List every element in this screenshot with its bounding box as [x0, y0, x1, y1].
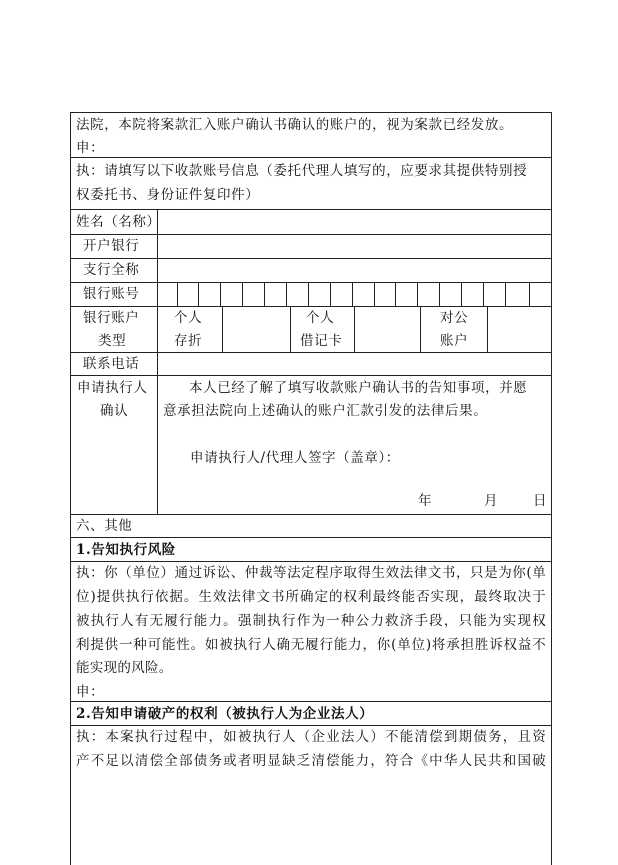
- date-month: 月: [484, 493, 499, 509]
- branch-label: 支行全称: [83, 262, 140, 278]
- digit-cell-divider: [242, 282, 243, 306]
- digit-cell-divider: [177, 282, 178, 306]
- account-type-label-2: 类型: [98, 333, 127, 349]
- rule: [70, 234, 552, 235]
- digit-cell-divider: [198, 282, 199, 306]
- digit-cell-divider: [352, 282, 353, 306]
- item1-paragraph-line-4: 利提供一种可能性。如被执行人确无履行能力，你(单位)将承担胜诉权益不: [76, 637, 546, 653]
- item1-applicant-reply: 申：: [76, 684, 105, 700]
- rule: [70, 375, 552, 376]
- confirm-statement-1: 本人已经了解了填写收款账户确认书的告知事项，并愿: [189, 380, 528, 396]
- type-cell-divider: [222, 306, 223, 352]
- date-year: 年: [418, 493, 433, 509]
- digit-cell-divider: [461, 282, 462, 306]
- digit-cell-divider: [374, 282, 375, 306]
- rule: [70, 701, 552, 702]
- account-info-instruction-1: 执：请填写以下收款账号信息（委托代理人填写的，应要求其提供特别授: [76, 163, 528, 179]
- digit-cell-divider: [330, 282, 331, 306]
- type-cell-divider: [420, 306, 421, 352]
- account-number-label: 银行账号: [83, 286, 140, 302]
- account-info-instruction-2: 权委托书、身份证件复印件）: [76, 187, 260, 203]
- label-column-divider: [157, 209, 158, 514]
- digit-cell-divider: [417, 282, 418, 306]
- rule: [70, 209, 552, 210]
- digit-cell-divider: [395, 282, 396, 306]
- digit-cell-divider: [220, 282, 221, 306]
- digit-cell-divider: [264, 282, 265, 306]
- item1-paragraph-line-3: 被执行人有无履行能力。强制执行作为一种公力救济手段，只能为实现权: [76, 613, 546, 629]
- type-option-personal-debit-2: 借记卡: [300, 333, 343, 349]
- phone-label: 联系电话: [83, 356, 140, 372]
- digit-cell-divider: [529, 282, 530, 306]
- applicant-reply-line: 申：: [76, 140, 105, 156]
- type-cell-divider: [487, 306, 488, 352]
- type-option-personal-passbook-2: 存折: [174, 333, 203, 349]
- type-option-corporate-2: 账户: [440, 333, 469, 349]
- confirm-statement-2: 意承担法院向上述确认的账户汇款引发的法律后果。: [163, 403, 488, 419]
- digit-cell-divider: [439, 282, 440, 306]
- item1-paragraph-line-1: 执：你（单位）通过诉讼、仲裁等法定程序取得生效法律文书，只是为你(单: [76, 565, 546, 581]
- rule: [70, 514, 552, 515]
- digit-cell-divider: [505, 282, 506, 306]
- court-notice-line: 法院，本院将案款汇入账户确认书确认的账户的，视为案款已经发放。: [76, 117, 514, 133]
- bank-label: 开户银行: [83, 238, 140, 254]
- confirm-label-2: 确认: [100, 403, 129, 419]
- rule: [70, 157, 552, 158]
- digit-cell-divider: [308, 282, 309, 306]
- type-cell-divider: [354, 306, 355, 352]
- rule: [70, 258, 552, 259]
- rule: [70, 352, 552, 353]
- left-border: [70, 112, 71, 865]
- name-label: 姓名（名称）: [76, 214, 161, 230]
- type-option-personal-passbook-1: 个人: [174, 310, 203, 326]
- type-option-personal-debit-1: 个人: [306, 310, 335, 326]
- item1-paragraph-line-2: 位)提供执行依据。生效法律文书所确定的权利最终能否实现，最终取决于: [76, 589, 546, 605]
- digit-cell-divider: [483, 282, 484, 306]
- item2-paragraph-line-2: 产不足以清偿全部债务或者明显缺乏清偿能力，符合《中华人民共和国破: [76, 753, 546, 769]
- right-border: [551, 112, 552, 865]
- rule: [70, 537, 552, 538]
- item2-title: 2.告知申请破产的权利（被执行人为企业法人）: [76, 706, 374, 722]
- rule: [70, 112, 552, 113]
- rule: [70, 306, 552, 307]
- account-type-label-1: 银行账户: [83, 310, 140, 326]
- item1-paragraph-line-5: 能实现的风险。: [76, 660, 173, 676]
- rule: [70, 282, 552, 283]
- digit-cell-divider: [286, 282, 287, 306]
- type-cell-divider: [290, 306, 291, 352]
- section-heading: 六、其他: [76, 518, 133, 534]
- item1-title: 1.告知执行风险: [76, 542, 176, 558]
- item2-paragraph-line-1: 执：本案执行过程中，如被执行人（企业法人）不能清偿到期债务，且资: [76, 729, 546, 745]
- confirm-label-1: 申请执行人: [77, 380, 148, 396]
- type-option-corporate-1: 对公: [440, 310, 469, 326]
- signature-line: 申请执行人/代理人签字（盖章）：: [190, 450, 400, 466]
- date-day: 日: [533, 493, 548, 509]
